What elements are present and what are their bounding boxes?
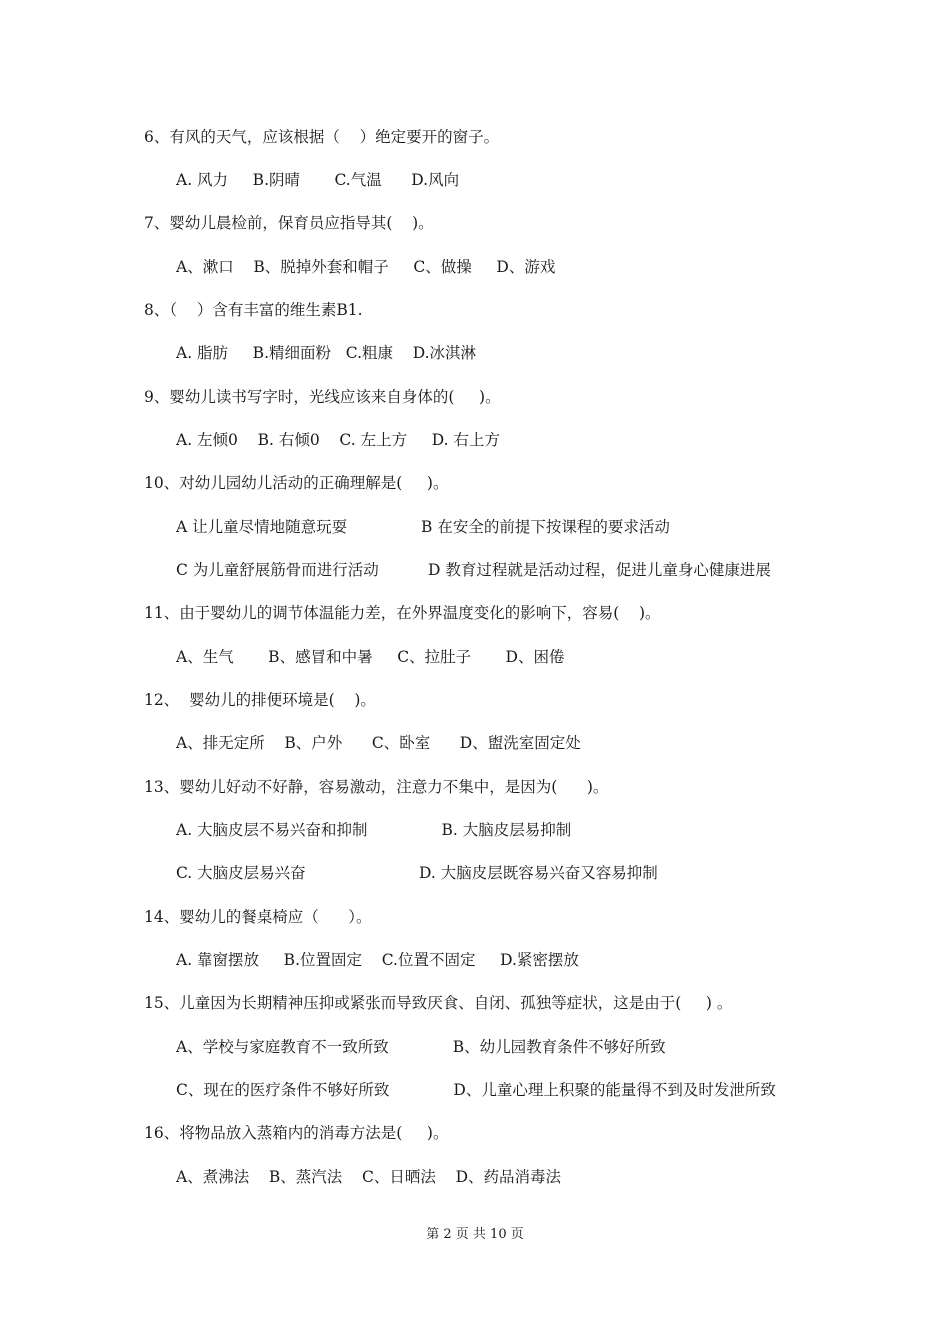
question-13-options-row-2: C. 大脑皮层易兴奋 D. 大脑皮层既容易兴奋又容易抑制 — [176, 864, 658, 882]
question-15: 15、儿童因为长期精神压抑或紧张而导致厌食、自闭、孤独等症状，这是由于( ) 。 — [144, 994, 733, 1012]
question-14: 14、婴幼儿的餐桌椅应（ ）。 — [144, 908, 372, 926]
question-11-options: A、生气 B、感冒和中暑 C、拉肚子 D、困倦 — [176, 648, 565, 666]
question-7-options: A、漱口 B、脱掉外套和帽子 C、做操 D、游戏 — [176, 258, 556, 276]
question-10-options-row-1: A 让儿童尽情地随意玩耍 B 在安全的前提下按课程的要求活动 — [176, 518, 670, 536]
question-10-options-row-2: C 为儿童舒展筋骨而进行活动 D 教育过程就是活动过程，促进儿童身心健康进展 — [176, 561, 771, 579]
question-8: 8、（ ）含有丰富的维生素B1. — [144, 301, 363, 319]
question-16-options: A、煮沸法 B、蒸汽法 C、日晒法 D、药品消毒法 — [176, 1168, 561, 1186]
question-15-options-row-1: A、学校与家庭教育不一致所致 B、幼儿园教育条件不够好所致 — [176, 1038, 666, 1056]
question-14-options: A. 靠窗摆放 B.位置固定 C.位置不固定 D.紧密摆放 — [176, 951, 579, 969]
question-13-options-row-1: A. 大脑皮层不易兴奋和抑制 B. 大脑皮层易抑制 — [176, 821, 572, 839]
question-12-options: A、排无定所 B、户外 C、卧室 D、盥洗室固定处 — [176, 734, 581, 752]
question-9: 9、婴幼儿读书写字时，光线应该来自身体的( )。 — [144, 388, 501, 406]
question-15-options-row-2: C、现在的医疗条件不够好所致 D、儿童心理上积聚的能量得不到及时发泄所致 — [176, 1081, 776, 1099]
question-12: 12、 婴幼儿的排便环境是( )。 — [144, 691, 376, 709]
question-7: 7、婴幼儿晨检前，保育员应指导其( )。 — [144, 214, 434, 232]
question-6: 6、有风的天气，应该根据（ ）绝定要开的窗子。 — [144, 128, 500, 146]
question-13: 13、婴幼儿好动不好静，容易激动，注意力不集中，是因为( )。 — [144, 778, 609, 796]
question-6-options: A. 风力 B.阴晴 C.气温 D.风向 — [176, 171, 460, 189]
page-number-footer: 第 2 页 共 10 页 — [426, 1227, 524, 1242]
question-10: 10、对幼儿园幼儿活动的正确理解是( )。 — [144, 474, 449, 492]
question-9-options: A. 左倾0 B. 右倾0 C. 左上方 D. 右上方 — [176, 431, 500, 449]
question-11: 11、由于婴幼儿的调节体温能力差，在外界温度变化的影响下，容易( )。 — [144, 604, 661, 622]
question-16: 16、将物品放入蒸箱内的消毒方法是( )。 — [144, 1124, 449, 1142]
question-8-options: A. 脂肪 B.精细面粉 C.粗康 D.冰淇淋 — [176, 344, 477, 362]
